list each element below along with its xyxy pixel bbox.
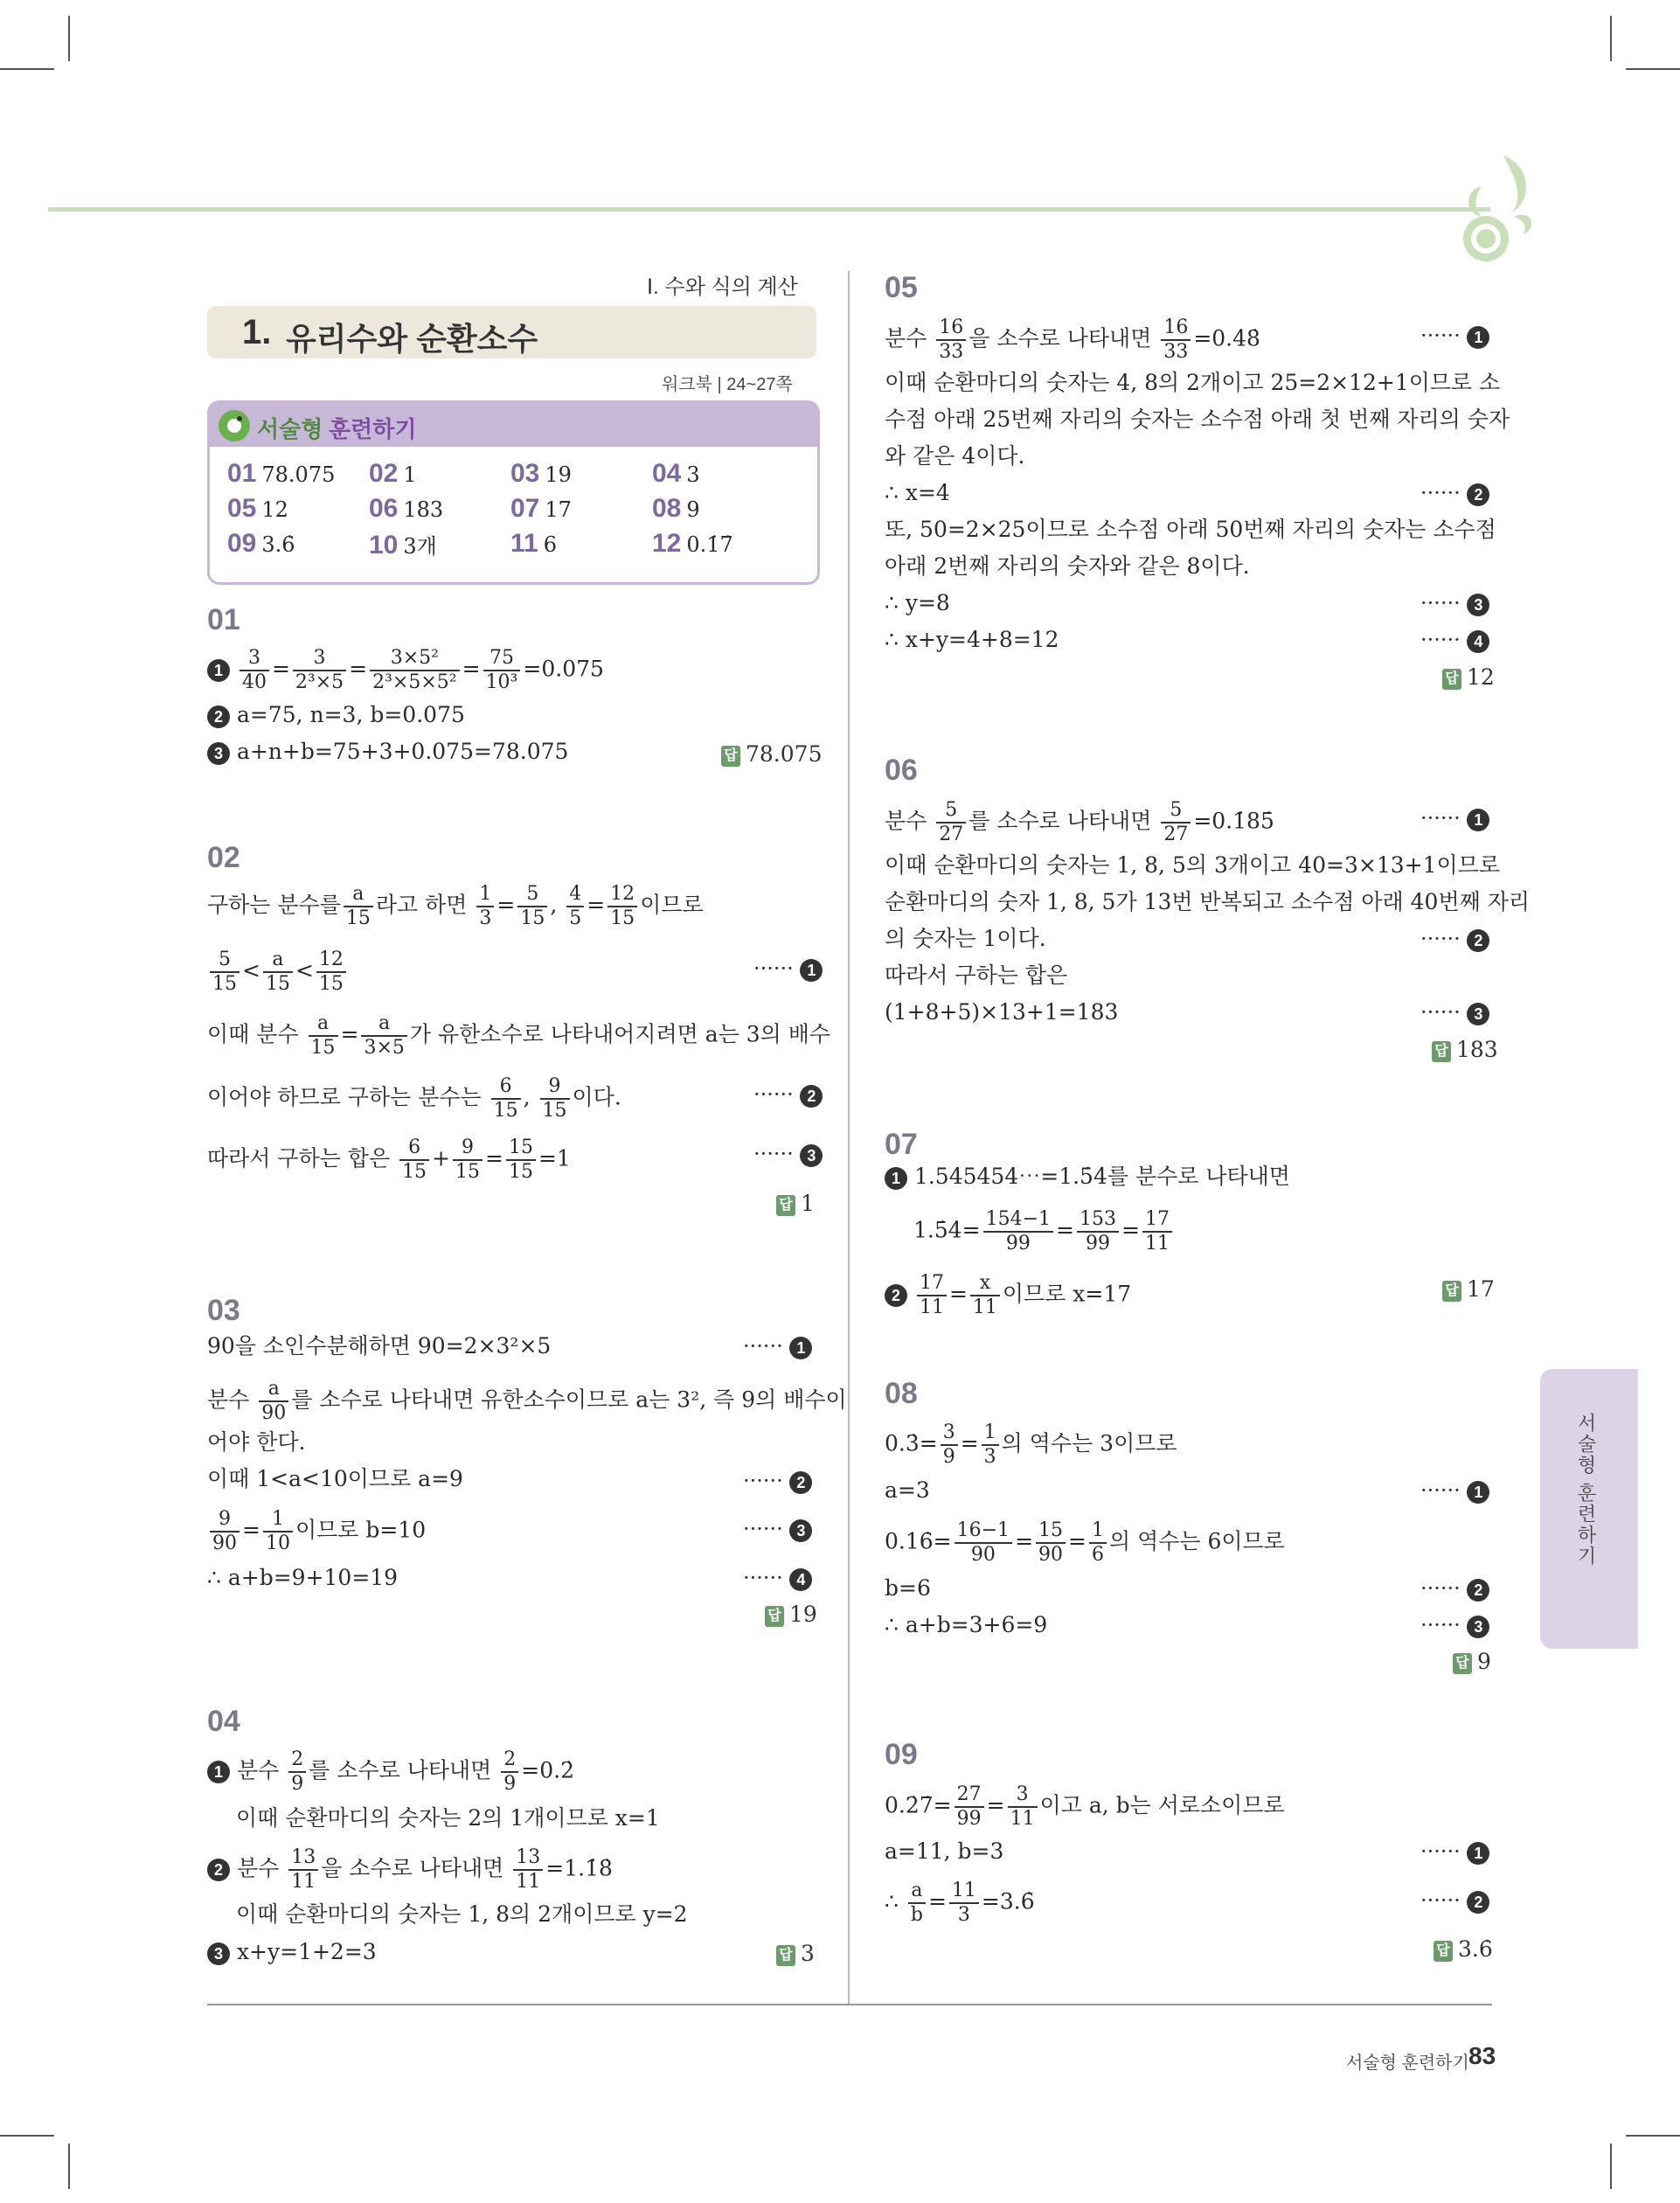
q08-answer-value: 9 [1477, 1649, 1491, 1674]
q09-answer [1434, 1936, 1493, 1962]
answer-box-item-value: 3개 [403, 534, 437, 559]
q03-line5: $\frac{9}{90}$ = $\frac{1}{10}$ 이므로 b=10 [207, 1508, 426, 1555]
fraction: $\frac{16-1}{90}$ [955, 1519, 1012, 1567]
gecko-icon [215, 407, 253, 445]
answer-box-item-value: 9 [686, 497, 700, 522]
leaf-ornament-icon [1451, 147, 1538, 269]
q01-answer [721, 741, 822, 767]
q07-line3: 2 $\frac{17}{11}$ = $\frac{x}{11}$ 이므로 x=17 [885, 1272, 1131, 1319]
q06-l1b: 를 소수로 나타내면 [968, 808, 1152, 834]
step-marker-2: 2 [800, 1085, 823, 1108]
q07-l3b: 이므로 x=17 [1002, 1281, 1132, 1307]
q02-l5b: =1 [538, 1145, 571, 1171]
q07-l1: 1.545454⋯=1.5̇4̇를 분수로 나타내면 [913, 1164, 1290, 1189]
q05-line7: 아래 2번째 자리의 숫자와 같은 8이다. [885, 553, 1250, 579]
q03-line1: 90을 소인수분해하면 90=2×3²×5 [207, 1333, 552, 1359]
q02-line2: $\frac{5}{15}$ < $\frac{a}{15}$ < $\frac{12}{15}$ [207, 949, 349, 996]
step-mark: ······ 1 [1420, 323, 1489, 349]
q07-line2: 1.5̇4̇= $\frac{154-1}{99}$ = $\frac{153}{99}$ = $\frac{17}{11}$ [913, 1208, 1175, 1255]
answer-icon: 답 [721, 746, 740, 767]
answer-box-item-number: 03 [510, 459, 540, 488]
crop-mark [1626, 2135, 1680, 2137]
answer-icon: 답 [1453, 1653, 1472, 1674]
q01-line3 [207, 734, 568, 769]
fraction: $\frac{5}{27}$ [1161, 799, 1191, 846]
fraction: $\frac{13}{11}$ [513, 1846, 543, 1894]
q06-line1 [885, 799, 1274, 846]
step-mark: ······ 3 [1420, 1000, 1489, 1025]
crop-mark [68, 16, 70, 61]
fraction: $\frac{5}{15}$ [210, 949, 240, 996]
q09-line1: 0.2̇7̇= $\frac{27}{99}$ = $\frac{3}{11}$ 이고 a, b는 서로소이므로 [885, 1783, 1285, 1830]
question-number: 01 [207, 603, 240, 636]
q05-line3: 수점 아래 25번째 자리의 숫자는 소수점 아래 첫 번째 자리의 숫자 [885, 407, 1510, 432]
chapter-label: Ⅰ. 수와 식의 계산 [647, 275, 798, 299]
step-mark: ······ 3 [743, 1517, 812, 1542]
step-marker-2: 2 [207, 705, 230, 728]
q09-l1b: 이고 a, b는 서로소이므로 [1039, 1792, 1285, 1818]
question-number: 02 [207, 841, 240, 874]
q04-l1a: 분수 [236, 1757, 280, 1783]
question-number: 09 [885, 1738, 918, 1771]
footer-label: 서술형 훈련하기 [1346, 2054, 1469, 2073]
q08-l1a: 0.3̇= [885, 1430, 938, 1456]
q08-line3: 0.16̇= $\frac{16-1}{90}$ = $\frac{15}{90}$ = $\frac{1}{6}$ 의 역수는 6이므로 [885, 1519, 1285, 1566]
fraction: $\frac{4}{5}$ [566, 883, 584, 930]
question-number: 07 [885, 1128, 918, 1161]
q05-line1 [885, 316, 1260, 364]
section-title-bar [207, 306, 816, 358]
answer-box-item-value: 19 [545, 462, 572, 487]
q02-l4b: 이다. [572, 1084, 621, 1110]
step-marker-1: 1 [885, 1167, 907, 1190]
step-marker-3: 3 [1467, 1616, 1489, 1638]
q05-l1b: 을 소수로 나타내면 [968, 325, 1152, 351]
step-marker-1: 1 [207, 659, 230, 682]
q02-answer [776, 1191, 815, 1216]
step-mark: ······ 1 [1420, 1478, 1489, 1504]
column-divider [848, 271, 850, 2004]
q02-line3: 이때 분수 $\frac{a}{15}$ = $\frac{a}{3\times 5}$ 가 유한소수로 나타내어지려면 a는 3의 배수 [207, 1012, 831, 1059]
q05-line4: 와 같은 4이다. [885, 443, 1025, 469]
answer-box-item [227, 494, 288, 524]
question-number: 03 [207, 1294, 240, 1327]
step-marker-2: 2 [1467, 483, 1489, 506]
fraction: $\frac{3}{40}$ [240, 647, 269, 694]
fraction: $\frac{17}{11}$ [1142, 1208, 1172, 1255]
q04-line3 [207, 1846, 613, 1894]
answer-box-item-number: 06 [369, 494, 399, 523]
fraction: $\frac{5}{15}$ [517, 883, 547, 930]
workbook-ref: 워크북 | 24~27쪽 [662, 375, 793, 394]
q02-line4: 이어야 하므로 구하는 분수는 $\frac{6}{15}$ , $\frac{9}{15}$ 이다. [207, 1075, 621, 1122]
answer-icon: 답 [1434, 1941, 1453, 1962]
q04-line5 [207, 1935, 377, 1970]
q05-line9: ∴ x+y=4+8=12 [885, 627, 1059, 652]
step-marker-1: 1 [789, 1337, 812, 1359]
fraction: $\frac{x}{11}$ [970, 1272, 1000, 1319]
fraction: $\frac{a}{b}$ [908, 1880, 926, 1927]
fraction: $\frac{16}{33}$ [936, 316, 966, 364]
answer-box-item-value: 78.075 [261, 462, 336, 487]
q07-answer-value: 17 [1467, 1276, 1495, 1302]
q06-line5: 따라서 구하는 합은 [885, 963, 1068, 988]
q06-answer-value: 183 [1456, 1037, 1498, 1062]
step-marker-3: 3 [1467, 594, 1489, 616]
fraction: $\frac{12}{15}$ [607, 883, 637, 930]
step-mark: ······ 2 [1420, 481, 1489, 506]
q09-l3b: =3.6̇ [981, 1888, 1035, 1915]
question-number: 05 [885, 271, 918, 304]
answer-box-item-value: 183 [403, 497, 444, 522]
step-mark: ······ 2 [753, 1082, 823, 1108]
q08-answer [1453, 1649, 1491, 1674]
fraction: $\frac{a}{15}$ [344, 883, 373, 930]
answer-box-title-b: 훈련하기 [329, 416, 417, 442]
answer-box-item [510, 529, 557, 559]
q05-answer [1442, 664, 1495, 690]
fraction: $\frac{15}{15}$ [506, 1136, 536, 1184]
answer-box-item [369, 459, 417, 489]
crop-mark [68, 2144, 70, 2189]
crop-mark [1610, 16, 1612, 61]
q01-line1: 1 $\frac{3}{40}$ = $\frac{3}{\text{2³×5}}$ = $\frac{\text{3×5²}}{\text{2³×5×5²}}$ = $\frac{75}{\text{10³}}$ =0.075 [207, 647, 604, 694]
q03-answer-value: 19 [789, 1602, 817, 1627]
answer-box-item [227, 529, 295, 559]
fraction: $\frac{5}{27}$ [936, 799, 966, 846]
q06-line3: 순환마디의 숫자 1, 8, 5가 13번 반복되고 소수점 아래 40번째 자리 [885, 889, 1531, 914]
step-marker-3: 3 [1467, 1003, 1489, 1025]
fraction: $\frac{3}{11}$ [1008, 1783, 1038, 1831]
q09-line3: ∴ $\frac{a}{b}$ = $\frac{11}{3}$ =3.6̇ [885, 1880, 1035, 1926]
answer-icon: 답 [1442, 669, 1461, 690]
step-marker-2: 2 [1467, 1579, 1489, 1602]
q08-line1: 0.3̇= $\frac{3}{9}$ = $\frac{1}{3}$ 의 역수는 3이므로 [885, 1421, 1177, 1468]
q08-l1b: 의 역수는 3이므로 [1001, 1430, 1177, 1456]
step-marker-2: 2 [1467, 1891, 1489, 1914]
answer-box-item [652, 529, 733, 559]
step-mark: ······ 2 [1420, 1888, 1489, 1914]
q02-l1a: 구하는 분수를 [207, 892, 341, 918]
answer-box-item-value: 1 [403, 462, 417, 487]
answer-icon: 답 [776, 1945, 795, 1966]
q03-answer [765, 1602, 817, 1627]
step-mark: ······ 3 [1420, 591, 1489, 616]
fraction: $\frac{3}{9}$ [941, 1421, 958, 1469]
q09-answer-value: 3.6̇ [1458, 1936, 1493, 1962]
q08-l3b: 의 역수는 6이므로 [1108, 1528, 1285, 1554]
q04-l1b: 를 소수로 나타내면 [309, 1757, 492, 1783]
fraction: $\frac{6}{15}$ [399, 1136, 429, 1184]
fraction: $\frac{1}{3}$ [476, 883, 494, 930]
bottom-rule [207, 2004, 1492, 2005]
answer-box-item [652, 459, 700, 489]
q09-l1a: 0.2̇7̇= [885, 1792, 952, 1818]
q02-line1: 구하는 분수를 $\frac{a}{15}$ 라고 하면 $\frac{1}{3}$ = $\frac{5}{15}$ , $\frac{4}{5}$ = $\frac{12}{15}$ 이므로 [207, 883, 704, 929]
q03-l2b: 를 소수로 나타내면 유한소수이므로 a는 3², 즉 9의 배수이 [291, 1386, 847, 1413]
answer-box-item [369, 529, 437, 560]
answer-box-item-number: 12 [652, 529, 682, 558]
q01-line3-text: a+n+b=75+3+0.075=78.075 [236, 739, 569, 764]
step-marker-3: 3 [207, 742, 230, 765]
q04-l3a: 분수 [236, 1855, 280, 1881]
q04-l5: x+y=1+2=3 [236, 1939, 377, 1964]
crop-mark [0, 2135, 54, 2137]
answer-box-item-value: 6 [543, 532, 557, 557]
q07-line1 [885, 1159, 1290, 1194]
answer-box-item [369, 494, 443, 524]
step-marker-1: 1 [1467, 1481, 1489, 1504]
q05-line8: ∴ y=8 [885, 590, 950, 615]
q05-line5: ∴ x=4 [885, 480, 950, 505]
step-mark: ······ 3 [1420, 1613, 1489, 1638]
answer-box-item-number: 01 [227, 459, 257, 488]
q04-line4: 이때 순환마디의 숫자는 1, 8의 2개이므로 y=2 [236, 1901, 688, 1927]
q05-l1c: =0.4̇8̇ [1193, 325, 1260, 351]
q04-answer-value: 3 [801, 1941, 815, 1966]
section-title: 유리수와 순환소수 [286, 321, 538, 357]
answer-box-item-number: 08 [652, 494, 682, 523]
fraction: $\frac{2}{9}$ [501, 1748, 518, 1796]
answer-box-item [227, 459, 335, 489]
q06-answer [1432, 1037, 1498, 1062]
question-number: 06 [885, 754, 918, 787]
step-mark: ······ 1 [753, 956, 823, 982]
q01-line2 [207, 698, 465, 733]
step-mark: ······ 2 [1420, 1576, 1489, 1602]
fraction: $\frac{15}{90}$ [1036, 1519, 1066, 1567]
step-marker-2: 2 [1467, 929, 1489, 952]
step-marker-1: 1 [1467, 1842, 1489, 1865]
q09-line2: a=11, b=3 [885, 1838, 1004, 1864]
step-marker-2: 2 [789, 1471, 812, 1494]
q01-line1-text: =0.075 [523, 656, 604, 682]
q08-l3a: 0.16̇= [885, 1528, 952, 1554]
page-number: 83 [1468, 2042, 1496, 2069]
crop-mark [0, 68, 54, 70]
q02-l1c: 이므로 [640, 892, 704, 918]
answer-box-item-value: 0.1̇7̇ [686, 532, 733, 557]
step-mark: ······ 4 [743, 1566, 812, 1591]
fraction: $\frac{1}{10}$ [263, 1508, 293, 1555]
q03-l5: 이므로 b=10 [295, 1517, 427, 1543]
side-tab-label: 서술형 훈련하기 [1575, 1413, 1597, 1567]
step-marker-3: 3 [800, 1144, 823, 1167]
q08-line5: ∴ a+b=3+6=9 [885, 1612, 1048, 1637]
q05-line6: 또, 50=2×25이므로 소수점 아래 50번째 자리의 숫자는 소수점 [885, 517, 1496, 542]
q06-l1a: 분수 [885, 808, 927, 834]
answer-box-title-a: 서술형 [257, 416, 323, 442]
fraction: $\frac{a}{15}$ [309, 1012, 338, 1060]
step-marker-1: 1 [1467, 809, 1489, 831]
crop-mark [1626, 68, 1680, 70]
fraction: $\frac{6}{15}$ [491, 1075, 521, 1122]
q04-l3c: =1.1̇8̇ [545, 1855, 613, 1881]
step-marker-1: 1 [800, 959, 823, 982]
step-marker-4: 4 [789, 1568, 812, 1591]
step-marker-2: 2 [885, 1284, 907, 1307]
q07-l2a: 1.5̇4̇= [913, 1217, 981, 1243]
fraction: $\frac{1}{6}$ [1089, 1519, 1107, 1567]
q05-l1a: 분수 [885, 325, 927, 351]
q04-answer [776, 1941, 815, 1966]
fraction: $\frac{9}{15}$ [453, 1136, 482, 1184]
q06-line6: (1+8+5)×13+1=183 [885, 999, 1119, 1025]
q07-answer [1442, 1276, 1495, 1302]
crop-mark [1610, 2144, 1612, 2189]
answer-box-item-value: 12 [261, 497, 288, 522]
step-mark: ······ 3 [753, 1142, 823, 1167]
fraction: $\frac{12}{15}$ [316, 949, 346, 996]
fraction: $\frac{9}{90}$ [210, 1508, 240, 1555]
answer-box-item-number: 09 [227, 529, 257, 558]
fraction: $\frac{\text{3×5²}}{\text{2³×5×5²}}$ [370, 647, 460, 694]
answer-box-item-value: 17 [545, 497, 572, 522]
answer-box-item-number: 11 [510, 529, 538, 558]
q06-line2: 이때 순환마디의 숫자는 1, 8, 5의 3개이고 40=3×13+1이므로 [885, 852, 1500, 878]
q05-answer-value: 12 [1467, 664, 1495, 690]
step-marker-3: 3 [207, 1942, 230, 1965]
question-number: 04 [207, 1705, 240, 1738]
fraction: $\frac{13}{11}$ [288, 1846, 318, 1894]
step-marker-3: 3 [789, 1519, 812, 1542]
step-marker-2: 2 [207, 1859, 230, 1881]
fraction: $\frac{75}{\text{10³}}$ [483, 647, 521, 694]
step-mark: ······ 1 [1420, 806, 1489, 831]
step-mark: ······ 1 [743, 1334, 812, 1359]
answer-box-item-value: 3.6̇ [261, 532, 295, 557]
step-marker-1: 1 [1467, 326, 1489, 349]
answer-box-item [510, 494, 572, 524]
q02-l4a: 이어야 하므로 구하는 분수는 [207, 1084, 482, 1110]
fraction: $\frac{11}{3}$ [949, 1880, 979, 1927]
q02-l3b: 가 유한소수로 나타내어지려면 a는 3의 배수 [409, 1021, 831, 1047]
q05-line2: 이때 순환마디의 숫자는 4, 8의 2개이고 25=2×12+1이므로 소 [885, 370, 1501, 395]
step-mark: ······ 4 [1420, 628, 1489, 653]
q09-l3a: ∴ [885, 1888, 899, 1915]
step-mark: ······ 1 [1420, 1839, 1489, 1865]
q03-l2a: 분수 [207, 1386, 250, 1413]
fraction: $\frac{1}{3}$ [982, 1421, 999, 1469]
fraction: $\frac{a}{3\times 5}$ [361, 1012, 406, 1060]
q03-line3: 어야 한다. [207, 1429, 306, 1455]
answer-box-item-number: 10 [369, 531, 399, 559]
q08-line2: a=3 [885, 1477, 930, 1503]
answer-box-item-number: 02 [369, 459, 399, 488]
fraction: $\frac{3}{\text{2³×5}}$ [293, 647, 346, 694]
q02-l3a: 이때 분수 [207, 1021, 299, 1047]
section-number: 1. [242, 313, 272, 351]
answer-box-item [510, 459, 572, 489]
step-mark: ······ 2 [1420, 927, 1489, 952]
answer-icon: 답 [1432, 1041, 1451, 1062]
answer-icon: 답 [1442, 1281, 1461, 1302]
answer-icon: 답 [776, 1195, 795, 1216]
q04-l3b: 을 소수로 나타내면 [321, 1855, 504, 1881]
fraction: $\frac{27}{99}$ [955, 1783, 984, 1831]
step-mark: ······ 2 [743, 1469, 812, 1494]
fraction: $\frac{153}{99}$ [1077, 1208, 1119, 1255]
fraction: $\frac{9}{15}$ [540, 1075, 570, 1122]
q02-l1b: 라고 하면 [375, 892, 468, 918]
answer-box-item-value: 3 [686, 462, 700, 487]
q04-l1c: =0.2̇ [521, 1757, 574, 1783]
q06-l1c: =0.1̇85̇ [1193, 808, 1274, 834]
q02-line5: 따라서 구하는 합은 $\frac{6}{15}$ + $\frac{9}{15}$ = $\frac{15}{15}$ =1 [207, 1136, 571, 1183]
q03-line4: 이때 1<a<10이므로 a=9 [207, 1466, 463, 1491]
step-marker-4: 4 [1467, 630, 1489, 653]
answer-box-item-number: 07 [510, 494, 540, 523]
q01-answer-value: 78.075 [746, 741, 823, 767]
side-tab [1540, 1369, 1638, 1649]
q03-line6: ∴ a+b=9+10=19 [207, 1565, 399, 1590]
answer-box-item-number: 05 [227, 494, 257, 523]
q02-answer-value: 1 [801, 1191, 815, 1216]
answer-icon: 답 [765, 1606, 784, 1627]
answer-summary-box [207, 400, 820, 585]
question-number: 08 [885, 1377, 918, 1410]
step-marker-1: 1 [207, 1761, 230, 1783]
q02-l5a: 따라서 구하는 합은 [207, 1145, 391, 1171]
q08-line4: b=6 [885, 1575, 931, 1601]
fraction: $\frac{17}{11}$ [917, 1272, 947, 1319]
answer-box-item-number: 04 [652, 459, 682, 488]
answer-box-item [652, 494, 700, 524]
q04-line2: 이때 순환마디의 숫자는 2의 1개이므로 x=1 [236, 1805, 660, 1831]
fraction: $\frac{a}{15}$ [263, 949, 293, 996]
fraction: $\frac{16}{33}$ [1161, 316, 1191, 364]
q04-line1 [207, 1748, 574, 1796]
fraction: $\frac{a}{90}$ [259, 1378, 288, 1425]
q01-line2-text: a=75, n=3, b=0.075 [236, 702, 465, 727]
fraction: $\frac{154-1}{99}$ [983, 1208, 1053, 1255]
fraction: $\frac{2}{9}$ [288, 1748, 306, 1796]
header-rule [48, 207, 1490, 212]
q06-line4: 의 숫자는 1이다. [885, 926, 1046, 951]
q03-line2 [207, 1378, 847, 1425]
